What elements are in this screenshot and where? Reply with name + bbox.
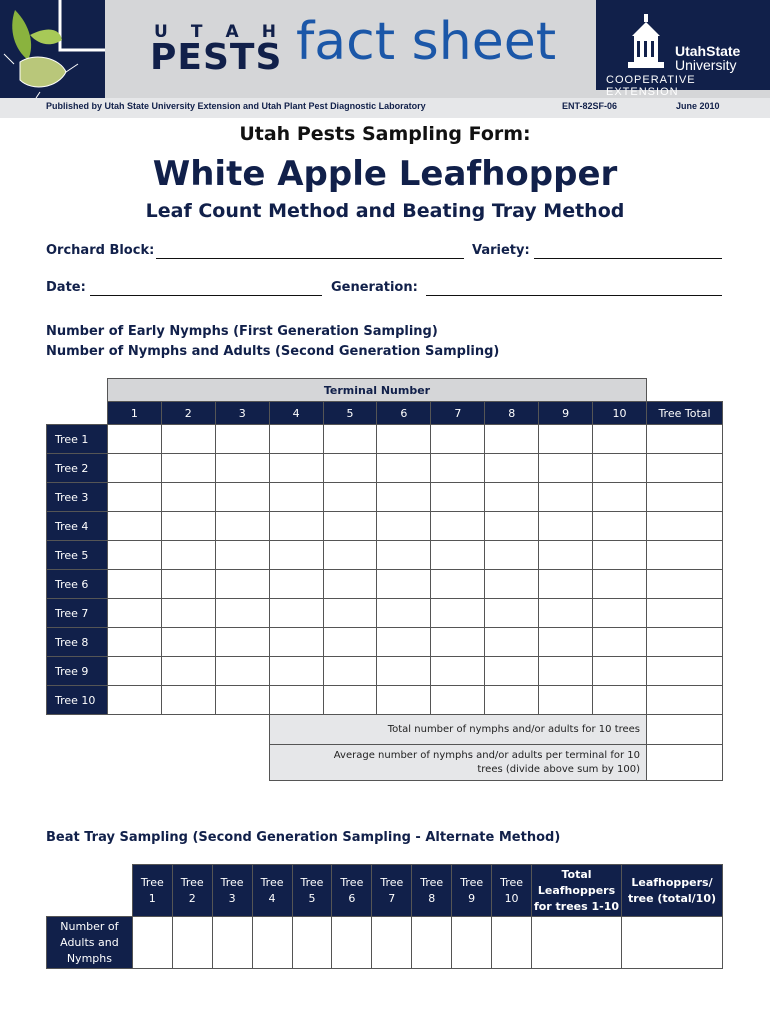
tree-column-header <box>372 865 412 917</box>
tree-row-label: Tree 3 <box>47 483 108 512</box>
count-cell[interactable] <box>323 628 377 657</box>
usu-name: UtahState <box>675 43 741 59</box>
blank-corner <box>47 379 108 402</box>
count-cell[interactable] <box>269 454 323 483</box>
tree-header-word: Tree <box>220 875 244 889</box>
tree-header-number: 4 <box>268 891 276 905</box>
count-cell[interactable] <box>161 628 215 657</box>
beat-tray-table <box>46 864 723 969</box>
tree-header-word: Tree <box>380 875 404 889</box>
count-cell[interactable] <box>215 541 269 570</box>
count-cell[interactable] <box>593 599 647 628</box>
beat-tray-count-cell[interactable] <box>412 917 452 969</box>
tree-header-word: Tree <box>340 875 364 889</box>
utah-letter: U <box>154 22 168 42</box>
beat-tray-count-cell[interactable] <box>372 917 412 969</box>
leafhoppers-per-tree-header <box>621 865 722 917</box>
count-cell[interactable] <box>485 686 539 715</box>
beat-tray-count-cell[interactable] <box>292 917 332 969</box>
count-cell[interactable] <box>107 483 161 512</box>
count-cell[interactable] <box>161 599 215 628</box>
table-row <box>47 425 723 454</box>
count-cell[interactable] <box>431 628 485 657</box>
pests-wordmark: PESTS <box>150 37 283 78</box>
count-cell[interactable] <box>485 483 539 512</box>
tree-row-label: Tree 5 <box>47 541 108 570</box>
count-cell[interactable] <box>593 425 647 454</box>
usu-building-icon <box>626 14 672 72</box>
row-label-line: Number of <box>60 919 119 933</box>
count-cell[interactable] <box>161 686 215 715</box>
table-row <box>47 570 723 599</box>
tree-column-header <box>252 865 292 917</box>
tree-column-header <box>212 865 252 917</box>
tree-total-cell[interactable] <box>647 599 723 628</box>
count-cell[interactable] <box>377 425 431 454</box>
header-line: Leafhoppers <box>537 883 616 897</box>
header-line: Total <box>561 867 592 881</box>
count-cell[interactable] <box>215 425 269 454</box>
average-label-line1: Average number of nymphs and/or adults per terminal for 10 <box>333 749 641 761</box>
beat-tray-heading: Beat Tray Sampling (Second Generation Sampling - Alternate Method) <box>46 830 561 845</box>
tree-column-header <box>332 865 372 917</box>
count-cell[interactable] <box>377 570 431 599</box>
count-cell[interactable] <box>377 657 431 686</box>
tree-header-number: 6 <box>348 891 356 905</box>
beat-tray-count-cell[interactable] <box>452 917 492 969</box>
tree-row-label: Tree 10 <box>47 686 108 715</box>
tree-column-header <box>492 865 532 917</box>
fact-sheet-wordmark: fact sheet <box>296 12 557 72</box>
total-leafhoppers-cell[interactable] <box>532 917 622 969</box>
count-cell[interactable] <box>485 570 539 599</box>
tree-row-label: Tree 6 <box>47 570 108 599</box>
tree-header-word: Tree <box>420 875 444 889</box>
tree-column-header <box>132 865 172 917</box>
beat-tray-count-cell[interactable] <box>492 917 532 969</box>
table-row <box>47 657 723 686</box>
count-cell[interactable] <box>485 512 539 541</box>
count-cell[interactable] <box>269 570 323 599</box>
orchard-block-field[interactable] <box>156 258 464 259</box>
variety-label: Variety: <box>472 243 530 258</box>
tree-total-cell[interactable] <box>647 454 723 483</box>
count-cell[interactable] <box>107 628 161 657</box>
tree-header-word: Tree <box>460 875 484 889</box>
header-line: Leafhoppers/ <box>631 875 713 889</box>
table-row <box>47 512 723 541</box>
count-cell[interactable] <box>323 483 377 512</box>
tree-total-cell[interactable] <box>647 628 723 657</box>
beat-tray-count-cell[interactable] <box>252 917 292 969</box>
count-cell[interactable] <box>377 599 431 628</box>
total-label: Total number of nymphs and/or adults for 10 trees <box>269 715 646 745</box>
orchard-block-label: Orchard Block: <box>46 243 155 258</box>
utah-letter: T <box>190 22 203 42</box>
count-cell[interactable] <box>593 454 647 483</box>
average-label-line2: trees (divide above sum by 100) <box>477 763 641 775</box>
count-cell[interactable] <box>431 570 485 599</box>
count-cell[interactable] <box>107 541 161 570</box>
tree-column-header <box>452 865 492 917</box>
count-cell[interactable] <box>431 425 485 454</box>
count-cell[interactable] <box>161 541 215 570</box>
bug-illustration <box>0 0 105 98</box>
publication-date: June 2010 <box>676 101 720 111</box>
total-leafhoppers-header <box>532 865 622 917</box>
count-cell[interactable] <box>269 628 323 657</box>
tree-header-number: 3 <box>228 891 236 905</box>
count-cell[interactable] <box>593 512 647 541</box>
count-cell[interactable] <box>107 512 161 541</box>
count-cell[interactable] <box>377 483 431 512</box>
count-cell[interactable] <box>539 599 593 628</box>
table-row <box>47 454 723 483</box>
count-cell[interactable] <box>593 686 647 715</box>
count-cell[interactable] <box>593 483 647 512</box>
tree-header-word: Tree <box>500 875 524 889</box>
method-subtitle: Leaf Count Method and Beating Tray Method <box>145 200 625 222</box>
beat-tray-count-cell[interactable] <box>332 917 372 969</box>
section1-line1: Number of Early Nymphs (First Generation Sampling) <box>46 324 438 339</box>
count-cell[interactable] <box>431 657 485 686</box>
terminal-header: 3 <box>215 402 269 425</box>
tree-header-word: Tree <box>180 875 204 889</box>
count-cell[interactable] <box>269 512 323 541</box>
count-cell[interactable] <box>107 599 161 628</box>
utah-letter: A <box>225 22 239 42</box>
generation-field[interactable] <box>426 295 722 296</box>
count-cell[interactable] <box>431 512 485 541</box>
tree-header-number: 2 <box>188 891 196 905</box>
count-cell[interactable] <box>377 628 431 657</box>
usu-name-2: University <box>675 57 737 73</box>
tree-total-cell[interactable] <box>647 541 723 570</box>
count-cell[interactable] <box>323 599 377 628</box>
count-cell[interactable] <box>539 483 593 512</box>
table-row <box>47 599 723 628</box>
terminal-header: 6 <box>377 402 431 425</box>
count-cell[interactable] <box>485 599 539 628</box>
count-cell[interactable] <box>269 686 323 715</box>
date-label: Date: <box>46 280 86 295</box>
tree-total-cell[interactable] <box>647 570 723 599</box>
tree-total-cell[interactable] <box>647 686 723 715</box>
count-cell[interactable] <box>323 686 377 715</box>
count-cell[interactable] <box>323 570 377 599</box>
terminal-header: 5 <box>323 402 377 425</box>
count-cell[interactable] <box>269 483 323 512</box>
count-cell[interactable] <box>107 425 161 454</box>
leaf-count-table <box>46 378 723 781</box>
count-cell[interactable] <box>215 454 269 483</box>
tree-column-header <box>412 865 452 917</box>
table-row <box>47 628 723 657</box>
count-cell[interactable] <box>161 512 215 541</box>
count-cell[interactable] <box>161 657 215 686</box>
count-cell[interactable] <box>161 483 215 512</box>
table-row <box>47 541 723 570</box>
date-field[interactable] <box>90 295 322 296</box>
count-cell[interactable] <box>485 657 539 686</box>
count-cell[interactable] <box>593 657 647 686</box>
count-cell[interactable] <box>161 425 215 454</box>
count-cell[interactable] <box>215 599 269 628</box>
header-line: for trees 1-10 <box>533 899 620 913</box>
terminal-number-header: Terminal Number <box>107 379 646 402</box>
count-cell[interactable] <box>215 483 269 512</box>
count-cell[interactable] <box>539 454 593 483</box>
count-cell[interactable] <box>377 686 431 715</box>
tree-total-cell[interactable] <box>647 425 723 454</box>
count-cell[interactable] <box>215 657 269 686</box>
terminal-header: 9 <box>539 402 593 425</box>
tree-header-word: Tree <box>260 875 284 889</box>
count-cell[interactable] <box>215 686 269 715</box>
count-cell[interactable] <box>485 541 539 570</box>
form-heading: Utah Pests Sampling Form: <box>239 123 531 145</box>
terminal-header: 10 <box>593 402 647 425</box>
tree-column-header <box>292 865 332 917</box>
count-cell[interactable] <box>107 657 161 686</box>
count-cell[interactable] <box>431 454 485 483</box>
tree-total-cell[interactable] <box>647 512 723 541</box>
tree-header-number: 1 <box>148 891 156 905</box>
page-title: White Apple Leafhopper <box>152 154 618 194</box>
count-cell[interactable] <box>269 599 323 628</box>
count-cell[interactable] <box>323 657 377 686</box>
row-label-line: Nymphs <box>66 951 112 965</box>
count-cell[interactable] <box>107 454 161 483</box>
tree-header-number: 8 <box>428 891 436 905</box>
count-cell[interactable] <box>107 570 161 599</box>
tree-total-cell[interactable] <box>647 657 723 686</box>
tree-row-label: Tree 1 <box>47 425 108 454</box>
leafhoppers-per-tree-cell[interactable] <box>621 917 722 969</box>
count-cell[interactable] <box>377 454 431 483</box>
tree-header-number: 10 <box>504 891 519 905</box>
table-row <box>47 483 723 512</box>
published-by: Published by Utah State University Extension and Utah Plant Pest Diagnostic Laboratory <box>46 101 426 111</box>
count-cell[interactable] <box>215 512 269 541</box>
header-line: tree (total/10) <box>627 891 717 905</box>
count-cell[interactable] <box>377 512 431 541</box>
count-cell[interactable] <box>539 628 593 657</box>
tree-total-cell[interactable] <box>647 483 723 512</box>
count-cell[interactable] <box>431 541 485 570</box>
count-cell[interactable] <box>485 628 539 657</box>
terminal-header: 2 <box>161 402 215 425</box>
tree-row-label: Tree 4 <box>47 512 108 541</box>
average-label <box>269 745 646 781</box>
count-cell[interactable] <box>593 628 647 657</box>
tree-header-word: Tree <box>300 875 324 889</box>
count-cell[interactable] <box>161 570 215 599</box>
count-cell[interactable] <box>323 454 377 483</box>
count-cell[interactable] <box>269 657 323 686</box>
count-cell[interactable] <box>539 541 593 570</box>
table-row <box>47 686 723 715</box>
total-cell[interactable] <box>647 715 723 745</box>
tree-column-header <box>172 865 212 917</box>
count-cell[interactable] <box>269 425 323 454</box>
variety-field[interactable] <box>534 258 722 259</box>
count-cell[interactable] <box>593 570 647 599</box>
terminal-header: 4 <box>269 402 323 425</box>
tree-header-number: 9 <box>468 891 476 905</box>
beat-tray-count-cell[interactable] <box>172 917 212 969</box>
count-cell[interactable] <box>215 628 269 657</box>
count-cell[interactable] <box>485 425 539 454</box>
count-cell[interactable] <box>431 599 485 628</box>
count-cell[interactable] <box>539 425 593 454</box>
count-cell[interactable] <box>215 570 269 599</box>
count-cell[interactable] <box>107 686 161 715</box>
count-cell[interactable] <box>431 483 485 512</box>
count-cell[interactable] <box>269 541 323 570</box>
cooperative-extension: COOPERATIVE EXTENSION <box>606 74 696 98</box>
count-cell[interactable] <box>161 454 215 483</box>
count-cell[interactable] <box>539 657 593 686</box>
terminal-header: 7 <box>431 402 485 425</box>
publication-code: ENT-82SF-06 <box>562 101 618 111</box>
count-cell[interactable] <box>539 686 593 715</box>
tree-row-label: Tree 8 <box>47 628 108 657</box>
tree-total-header: Tree Total <box>647 402 723 425</box>
tree-header-word: Tree <box>140 875 164 889</box>
tree-header-number: 7 <box>388 891 396 905</box>
tree-header-number: 5 <box>308 891 316 905</box>
section1-line2: Number of Nymphs and Adults (Second Generation Sampling) <box>46 344 500 359</box>
row-label-adults-nymphs <box>47 917 133 969</box>
count-cell[interactable] <box>539 570 593 599</box>
count-cell[interactable] <box>323 541 377 570</box>
count-cell[interactable] <box>593 541 647 570</box>
count-cell[interactable] <box>539 512 593 541</box>
utah-letter: H <box>261 22 276 42</box>
count-cell[interactable] <box>431 686 485 715</box>
count-cell[interactable] <box>323 425 377 454</box>
row-label-line: Adults and <box>60 935 119 949</box>
average-cell[interactable] <box>647 745 723 781</box>
beat-tray-count-cell[interactable] <box>132 917 172 969</box>
tree-row-label: Tree 9 <box>47 657 108 686</box>
count-cell[interactable] <box>377 541 431 570</box>
terminal-header: 1 <box>107 402 161 425</box>
beat-tray-count-cell[interactable] <box>212 917 252 969</box>
tree-row-label: Tree 7 <box>47 599 108 628</box>
tree-row-label: Tree 2 <box>47 454 108 483</box>
terminal-header: 8 <box>485 402 539 425</box>
count-cell[interactable] <box>323 512 377 541</box>
count-cell[interactable] <box>485 454 539 483</box>
generation-label: Generation: <box>331 280 418 295</box>
